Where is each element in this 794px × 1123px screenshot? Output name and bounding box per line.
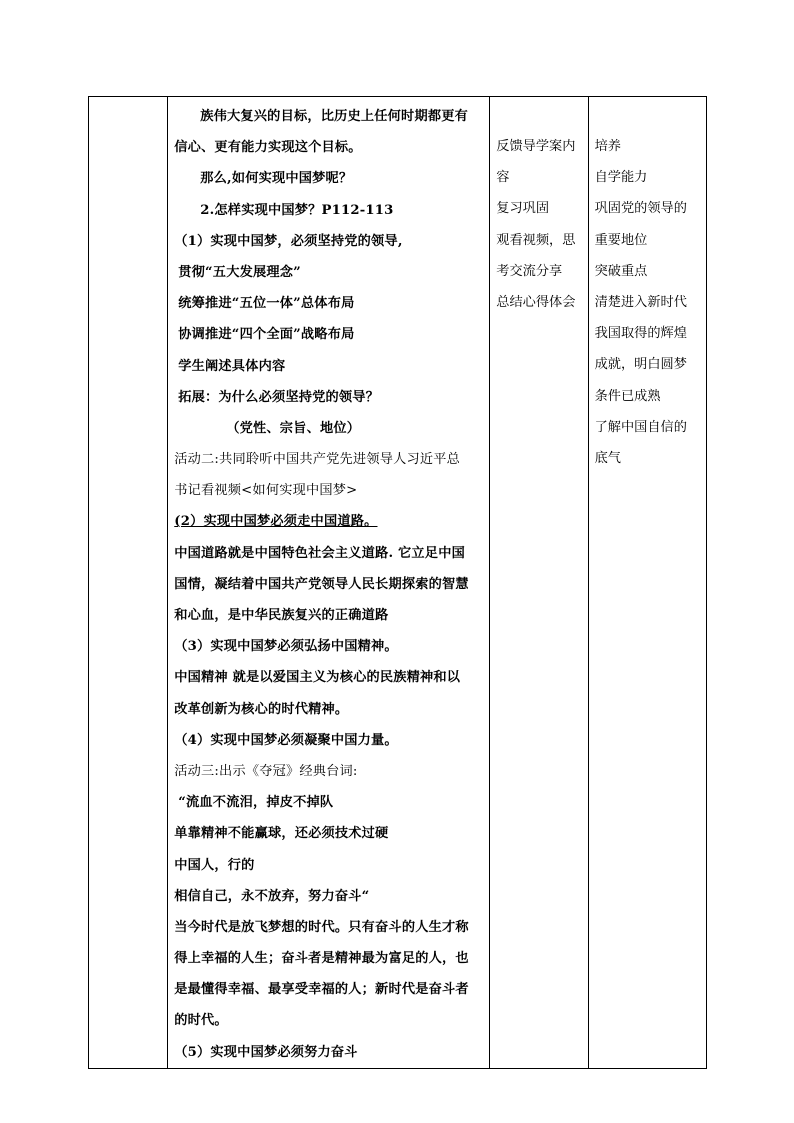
activity-line: 反馈导学案内 [496, 139, 576, 154]
content-line: 国情，凝结着中国共产党领导人民长期探索的智慧 [174, 576, 469, 592]
activity-line: 观看视频，思 [496, 232, 576, 248]
content-line: 书记看视频<如何实现中国梦> [174, 483, 358, 499]
content-line: 相信自己，永不放弃，努力奋斗“ [174, 888, 370, 904]
intent-line: 培养 [594, 139, 621, 154]
content-line: 信心、更有能力实现这个目标。 [174, 140, 362, 156]
content-line: 学生阐述具体内容 [178, 358, 286, 374]
intent-line: 清楚进入新时代 [594, 294, 687, 310]
intent-line: 条件已成熟 [594, 388, 661, 404]
content-line: （4）实现中国梦必须凝聚中国力量。 [174, 732, 398, 748]
table-row [89, 97, 707, 1069]
teaching-content-cell [168, 97, 490, 1069]
activity-line: 总结心得体会 [496, 294, 576, 310]
content-line: 那么,如何实现中国梦呢？ [200, 171, 353, 187]
intent-line: 底气 [594, 450, 621, 466]
content-line: 改革创新为核心的时代精神。 [174, 701, 349, 717]
lesson-table [88, 96, 707, 1069]
content-line: 贯彻“五大发展理念” [178, 264, 301, 280]
content-line: 拓展：为什么必须坚持党的领导？ [178, 389, 380, 405]
activity-line: 容 [496, 170, 510, 186]
content-line: （3）实现中国梦必须弘扬中国精神。 [174, 639, 398, 655]
content-line: 统筹推进“五位一体”总体布局 [178, 296, 355, 312]
intent-line: 巩固党的领导的 [594, 201, 687, 217]
content-line: 和心血，是中华民族复兴的正确道路 [174, 608, 389, 623]
intent-line: 自学能力 [594, 170, 648, 186]
intent-line: 突破重点 [594, 263, 648, 279]
content-line: 中国精神 就是以爱国主义为核心的民族精神和以 [174, 670, 461, 686]
content-line: 单靠精神不能赢球，还必须技术过硬 [174, 826, 389, 842]
activity-line: 复习巩固 [496, 201, 550, 217]
content-line: 协调推进“四个全面”战略布局 [178, 327, 355, 343]
blank-left-cell [89, 97, 168, 1069]
content-line: （5）实现中国梦必须努力奋斗 [174, 1044, 358, 1060]
student-activity-cell [490, 97, 588, 1069]
intent-line: 我国取得的辉煌 [594, 326, 687, 342]
content-line: “流血不流泪，掉皮不掉队 [178, 795, 334, 811]
content-line: 族伟大复兴的目标，比历史上任何时期都更有 [200, 109, 468, 124]
content-line: 是最懂得幸福、最享受幸福的人；新时代是奋斗者 [174, 982, 469, 998]
intent-line: 了解中国自信的 [594, 419, 687, 435]
content-line: 中国道路就是中国特色社会主义道路. 它立足中国 [174, 545, 465, 561]
content-line: （1）实现中国梦，必须坚持党的领导, [174, 233, 403, 249]
content-line: 当今时代是放飞梦想的时代。只有奋斗的人生才称 [174, 919, 469, 935]
content-line: 活动三:出示《夺冠》经典台词: [174, 763, 358, 779]
activity-line: 考交流分享 [496, 263, 563, 279]
content-line: 得上幸福的人生；奋斗者是精神最为富足的人，也 [174, 951, 469, 967]
intent-line: 重要地位 [594, 232, 648, 248]
content-line: (2）实现中国梦必须走中国道路。 [174, 514, 378, 530]
content-line: 活动二:共同聆听中国共产党先进领导人习近平总 [174, 452, 461, 468]
design-intent-cell [588, 97, 706, 1069]
content-line: （党性、宗旨、地位） [226, 420, 361, 436]
content-line: 2.怎样实现中国梦？P112-113 [200, 202, 394, 218]
content-line: 的时代。 [174, 1013, 228, 1029]
content-line: 中国人，行的 [174, 857, 255, 873]
intent-line: 成就，明白圆梦 [594, 357, 687, 373]
